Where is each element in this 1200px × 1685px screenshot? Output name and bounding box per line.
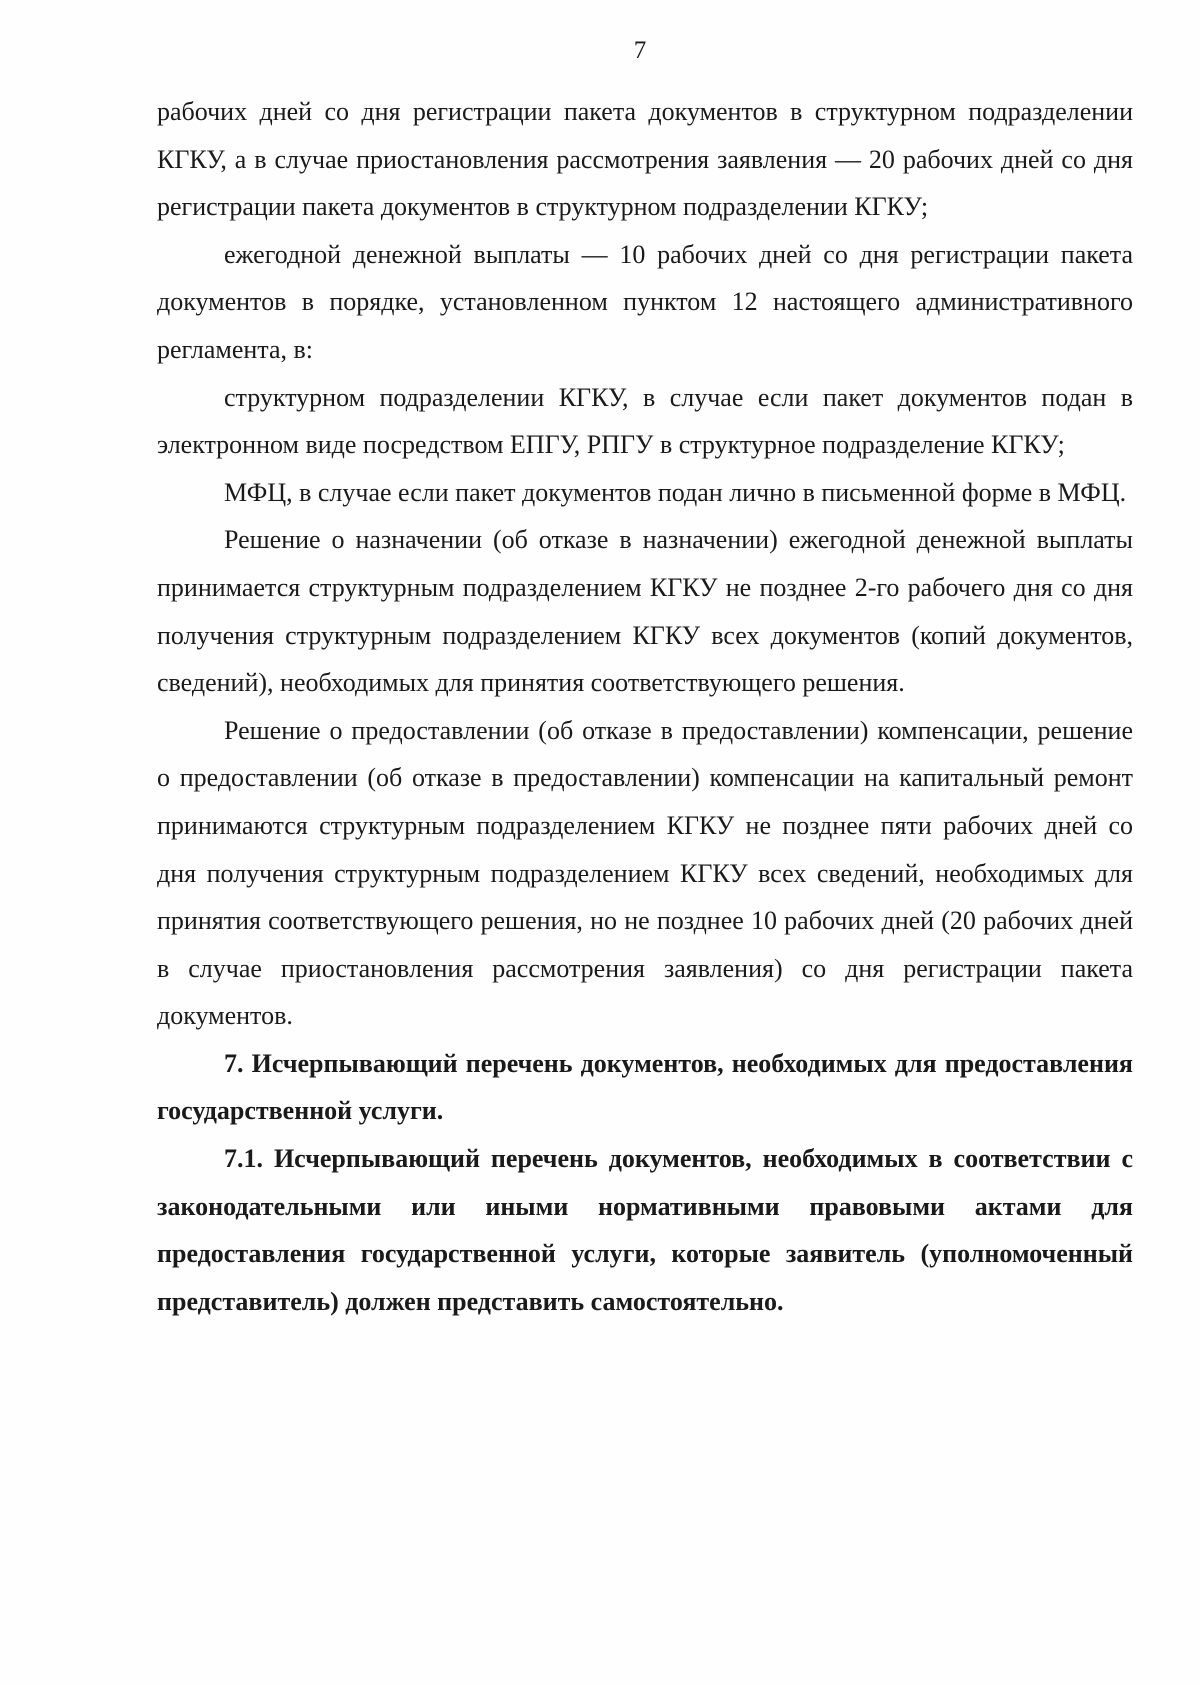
document-body [157,88,1133,1325]
page-number: 7 [633,37,647,64]
paragraph-compensation-decision: Решение о предоставлении (об отказе в предоставлении) компенсации, решение о предоставлении (об отказе в предоставлении) компенсации на капитальный ремонт принимаются структурным подразделением КГКУ не позднее пяти рабочих дней со дня получения структурным подразделением КГКУ всех сведений, необходимых для принятия соответствующего решения, но не позднее 10 рабочих дней (20 рабочих дней в случае приостановления рассмотрения заявления) со дня регистрации пакета документов. [157,715,1133,1031]
paragraph-continuation-deadlines: рабочих дней со дня регистрации пакета документов в структурном подразделении КГКУ, а в случае приостановления рассмотрения заявления — 20 рабочих дней со дня регистрации пакета документов в структурном подразделении КГКУ; [157,97,1133,222]
paragraph-structural-unit: структурном подразделении КГКУ, в случае если пакет документов подан в электронном виде посредством ЕПГУ, РПГУ в структурное подразделение КГКУ; [157,382,1133,460]
paragraph-annual-payment-decision: Решение о назначении (об отказе в назначении) ежегодной денежной выплаты принимается структурным подразделением КГКУ не позднее 2-го рабочего дня со дня получения структурным подразделением КГКУ всех документов (копий документов, сведений), необходимых для принятия соответствующего решения. [157,525,1133,698]
paragraph-annual-payment-deadline: ежегодной денежной выплаты — 10 рабочих дней со дня регистрации пакета документов в порядке, установленном пунктом 12 настоящего административного регламента, в: [157,239,1133,364]
section-heading-7-1: 7.1. Исчерпывающий перечень документов, необходимых в соответствии с законодательными или иными нормативными правовыми актами для предоставления государственной услуги, которые заявитель (уполномоченный представитель) должен представить самостоятельно. [157,1144,1133,1316]
paragraph-mfc: МФЦ, в случае если пакет документов подан лично в письменной форме в МФЦ. [224,477,1127,507]
section-heading-7: 7. Исчерпывающий перечень документов, необходимых для предоставления государственной услуги. [157,1048,1133,1126]
